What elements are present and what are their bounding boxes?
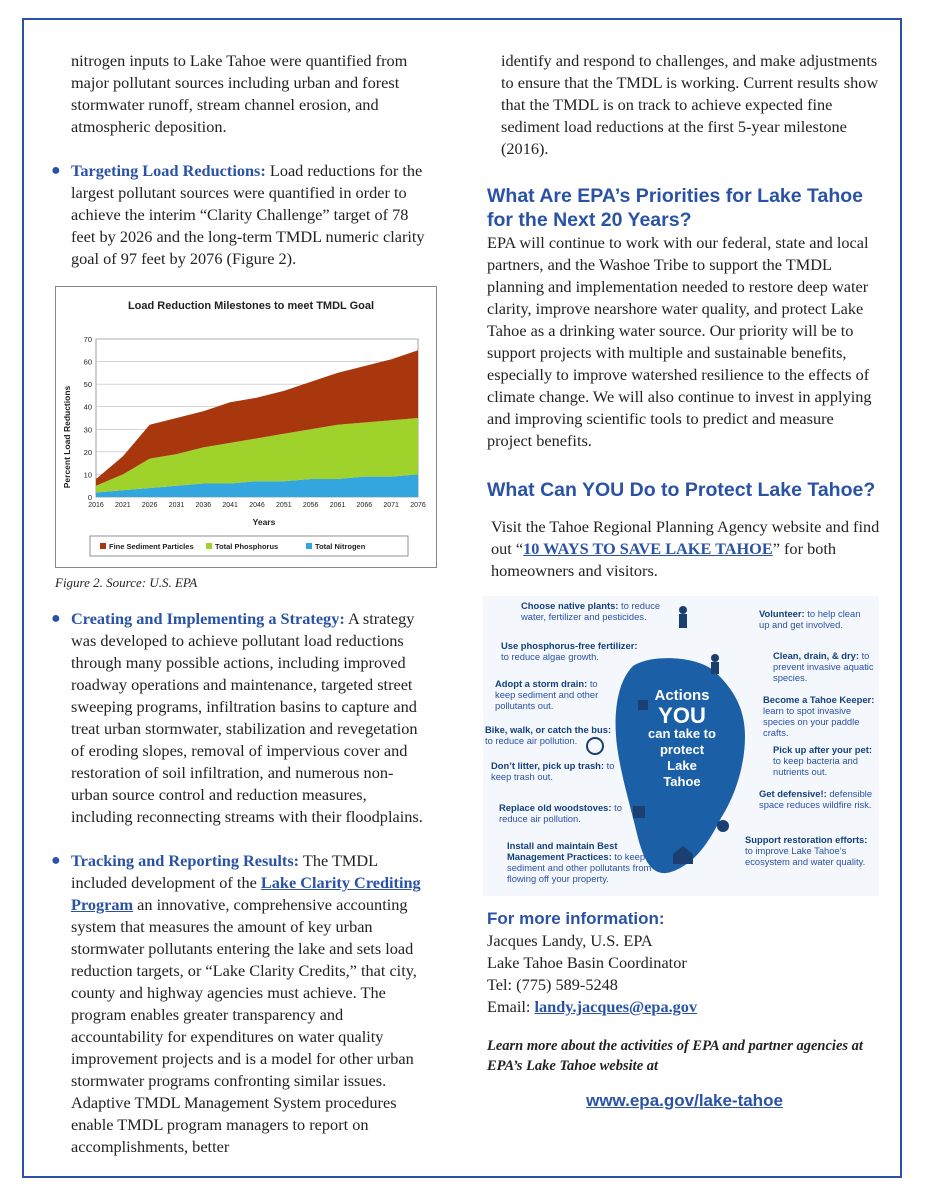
learn-more-text: Learn more about the activities of EPA and partner agencies at EPA’s Lake Tahoe website at — [487, 1038, 863, 1074]
poster-center-line: Tahoe — [663, 774, 701, 789]
chart-legend-swatch — [206, 543, 212, 549]
chart-ytick-label: 30 — [83, 425, 92, 435]
email-label: Email: — [487, 997, 531, 1016]
chart-ytick-label: 20 — [83, 447, 92, 457]
chart-xtick-label: 2076 — [410, 502, 426, 509]
what-can-you-do-heading: What Can YOU Do to Protect Lake Tahoe? — [487, 479, 876, 501]
chart-legend-label: Total Phosphorus — [215, 542, 279, 551]
poster-item-heading: Use phosphorus-free fertilizer: — [501, 640, 638, 651]
bullet-tracking — [51, 850, 430, 1158]
chart-ytick-label: 10 — [83, 470, 92, 480]
poster-item — [773, 744, 877, 777]
poster-item — [759, 788, 877, 810]
poster-center-line: Lake — [667, 758, 697, 773]
poster-item — [501, 640, 646, 662]
contact-name: Jacques Landy, U.S. EPA — [487, 931, 653, 950]
bullet-dot-icon: ● — [51, 162, 61, 179]
chart-ytick-label: 70 — [83, 335, 92, 344]
lake-clarity-crediting-link[interactable]: Lake Clarity Crediting Program — [71, 873, 421, 914]
poster-center-text — [637, 686, 727, 790]
poster-item — [485, 724, 615, 746]
chart-xtick-label: 2016 — [88, 502, 104, 509]
chart-legend-swatch — [306, 543, 312, 549]
chart-ytick-label: 40 — [83, 402, 92, 412]
chart-xtick-label: 2056 — [302, 502, 319, 509]
chart-xtick-label: 2071 — [383, 502, 399, 509]
chart-xlabel: Years — [252, 517, 276, 527]
poster-item-text: to help clean up and get involved. — [759, 608, 861, 630]
poster-item-heading: Volunteer: — [759, 608, 805, 619]
poster-item-heading: Become a Tahoe Keeper: — [763, 694, 875, 705]
poster-item — [773, 650, 877, 683]
poster-item-heading: Install and maintain Best Management Practices: — [507, 840, 618, 862]
continued-paragraph: identify and respond to challenges, and make adjustments to ensure that the TMDL is working. Current results show that the TMDL is on track to achieve expected fine sediment load reductions at the first 5-year milestone (2016). — [501, 51, 879, 158]
poster-item — [763, 694, 877, 738]
poster-item-text: to keep bacteria and nutrients out. — [773, 755, 858, 777]
poster-item-text: to prevent invasive aquatic species. — [773, 650, 874, 683]
poster-item-heading: Replace old woodstoves: — [499, 802, 612, 813]
chart-ytick-label: 0 — [87, 493, 92, 502]
poster-item-text: to keep trash out. — [491, 760, 615, 782]
poster-item-heading: Support restoration efforts: — [745, 834, 868, 845]
poster-item — [745, 834, 877, 867]
chart-legend-label: Total Nitrogen — [315, 542, 366, 551]
poster-center-line: Actions — [654, 687, 710, 704]
bullet-dot-icon: ● — [51, 852, 61, 869]
poster-item — [495, 678, 605, 711]
bullet-dot-icon: ● — [51, 610, 61, 627]
visit-text-end: ” for both homeowners and visitors. — [491, 539, 837, 580]
bullet-heading: Tracking and Reporting Results: — [71, 851, 300, 870]
chart-title: Load Reduction Milestones to meet TMDL Goal — [127, 300, 375, 312]
poster-item-text: learn to spot invasive species on your paddle crafts. — [763, 705, 860, 738]
poster-center-line: YOU — [658, 703, 706, 728]
contact-email-line — [487, 996, 882, 1018]
poster-item — [491, 760, 621, 782]
chart-xtick-label: 2026 — [141, 502, 158, 509]
bullet-heading: Creating and Implementing a Strategy: — [71, 609, 345, 628]
chart-xtick-label: 2031 — [168, 502, 185, 509]
chart-xtick-label: 2046 — [249, 502, 265, 509]
chart-xtick-label: 2036 — [195, 502, 212, 509]
bullet-text: The TMDL included development of the — [71, 851, 378, 892]
poster-item-text: to reduce water, fertilizer and pesticides. — [521, 600, 661, 622]
poster-item-heading: Pick up after your pet: — [773, 744, 872, 755]
contact-phone: Tel: (775) 589-5248 — [487, 975, 618, 994]
chart-ylabel: Percent Load Reductions — [62, 385, 72, 489]
ten-ways-link[interactable]: 10 WAYS TO SAVE LAKE TAHOE — [523, 539, 773, 558]
chart-xtick-label: 2051 — [276, 502, 292, 509]
poster-item-text: to keep sediment and other pollutants from flowing off your property. — [507, 851, 652, 884]
intro-paragraph: nitrogen inputs to Lake Tahoe were quantified from major pollutant sources including urban and forest stormwater runoff, stream channel erosion, and atmospheric deposition. — [71, 51, 408, 136]
poster-item-heading: Adopt a storm drain: — [495, 678, 588, 689]
poster-item-text: to reduce air pollution. — [485, 735, 578, 746]
chart-ytick-label: 50 — [83, 380, 92, 390]
poster-item-heading: Clean, drain, & dry: — [773, 650, 859, 661]
priorities-paragraph: EPA will continue to work with our federal, state and local partners, and the Washoe Tribe to support the TMDL planning and implementation needed to restore deep water clarity, improve nearshore water quality, and protect Lake Tahoe as a drinking water source. Our priority will be to support projects with multiple and sustainable benefits, especially to improve watershed resilience to the effects of climate change. We will also continue to invest in applying and improving scientific tools to predict and measure project benefits. — [487, 233, 872, 450]
priorities-heading: What Are EPA’s Priorities for Lake Tahoe for the Next 20 Years? — [487, 185, 864, 231]
poster-item — [759, 608, 871, 630]
email-link[interactable]: landy.jacques@epa.gov — [534, 997, 698, 1016]
chart-xtick-label: 2041 — [222, 502, 238, 509]
actions-poster — [483, 596, 879, 896]
figure-caption: Figure 2. Source: U.S. EPA — [55, 575, 198, 590]
visit-text: Visit the Tahoe Regional Planning Agency website and find out “ — [491, 517, 880, 558]
poster-center-line: can take to — [648, 726, 716, 741]
bullet-text: Load reductions for the largest pollutant sources were quantified in order to achieve the interim “Clarity Challenge” target of 78 feet by 2026 and the long-term TMDL numeric clarity goal of 97 feet by 2076 (Figure 2). — [71, 161, 425, 268]
contact-title: Lake Tahoe Basin Coordinator — [487, 953, 687, 972]
chart-xtick-label: 2066 — [356, 502, 373, 509]
chart-legend-swatch — [100, 543, 106, 549]
poster-item-text: to keep sediment and other pollutants out. — [495, 678, 599, 711]
bullet-targeting — [51, 160, 430, 270]
poster-item-heading: Don’t litter, pick up trash: — [491, 760, 605, 771]
bullet-text: an innovative, comprehensive accounting system that measures the amount of key urban stormwater pollutants entering the lake and sets load reduction targets, or “Lake Clarity Credits,” that city, county and highway agencies must achieve. The program enables greater transparency and accountability for expenditures on water quality improvement projects and is a model for other urban stormwater programs confronting similar issues. Adaptive TMDL Management System procedures enable TMDL program managers to report on accomplishments, better — [71, 895, 417, 1156]
more-info-heading: For more information: — [487, 909, 665, 928]
visit-paragraph — [487, 516, 882, 582]
poster-item-text: to improve Lake Tahoe’s ecosystem and water quality. — [745, 845, 866, 867]
poster-center-line: protect — [659, 742, 705, 757]
chart-svg — [56, 287, 436, 567]
poster-item — [499, 802, 629, 824]
right-column — [487, 50, 882, 1112]
poster-item-text: defensible space reduces wildfire risk. — [759, 788, 873, 810]
chart-figure-2 — [55, 286, 437, 568]
chart-ytick-label: 60 — [83, 357, 92, 367]
poster-item-heading: Bike, walk, or catch the bus: — [485, 724, 612, 735]
poster-item-heading: Get defensive!: — [759, 788, 827, 799]
chart-xtick-label: 2021 — [115, 502, 131, 509]
bullet-heading: Targeting Load Reductions: — [71, 161, 266, 180]
left-column — [51, 50, 430, 1158]
chart-legend-label: Fine Sediment Particles — [109, 542, 194, 551]
poster-item-text: to reduce air pollution. — [499, 802, 622, 824]
bullet-text: A strategy was developed to achieve pollutant load reductions through many possible actions, including improved roadway operations and maintenance, targeted street sweeping programs, infiltration basins to capture and treat urban stormwater, stabilization and revegetation of eroding slopes, removal of impervious cover and restoration of soil infiltration, and numerous non-urban source control and reduction measures, including reconnecting streams with their floodplains. — [71, 609, 423, 826]
bullet-strategy — [51, 608, 430, 828]
poster-item-text: to reduce algae growth. — [501, 651, 599, 662]
poster-item — [507, 840, 667, 884]
epa-website-link[interactable]: www.epa.gov/lake-tahoe — [586, 1091, 783, 1110]
chart-xtick-label: 2061 — [329, 502, 346, 509]
poster-item-heading: Choose native plants: — [521, 600, 619, 611]
poster-item — [521, 600, 666, 622]
